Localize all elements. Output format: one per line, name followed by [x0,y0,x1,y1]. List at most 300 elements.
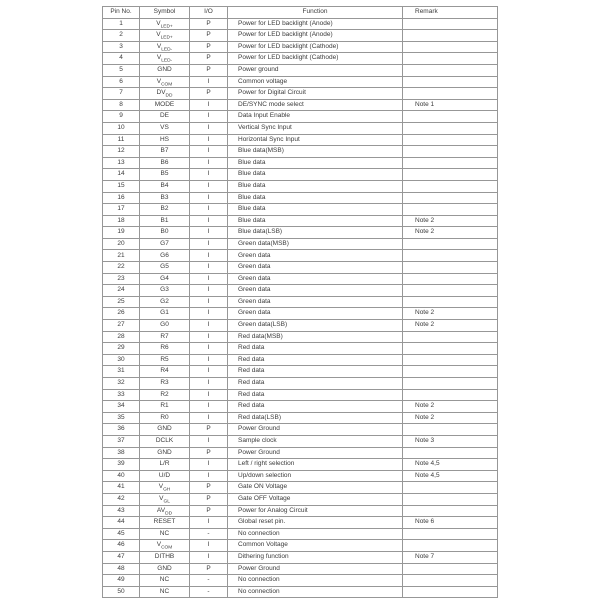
io-cell: I [190,343,228,355]
function-cell: Blue data [228,215,403,227]
symbol-cell: MODE [140,99,190,111]
table-row [103,122,498,134]
function-cell: Green data [228,308,403,320]
table-row [103,250,498,262]
io-cell: I [190,308,228,320]
io-cell: I [190,262,228,274]
pin-number-cell: 13 [103,157,140,169]
function-cell: Data Input Enable [228,111,403,123]
table-row [103,192,498,204]
pin-number-cell: 48 [103,563,140,575]
pin-number-cell: 46 [103,540,140,552]
remark-cell [403,285,498,297]
io-cell: I [190,354,228,366]
function-cell: Blue data(MSB) [228,146,403,158]
symbol-cell: NC [140,528,190,540]
io-cell: I [190,111,228,123]
symbol-cell: HS [140,134,190,146]
table-row [103,30,498,42]
io-cell: - [190,528,228,540]
symbol-cell: G2 [140,296,190,308]
symbol-cell: $V_{LED+}$ [140,30,190,42]
table-row [103,238,498,250]
io-cell: I [190,238,228,250]
table-row [103,215,498,227]
symbol-cell: B1 [140,215,190,227]
pin-number-cell: 43 [103,505,140,517]
pin-number-cell: 37 [103,435,140,447]
pin-number-cell: 12 [103,146,140,158]
pin-number-cell: 42 [103,493,140,505]
table-row [103,470,498,482]
function-cell: Dithering function [228,551,403,563]
remark-cell: Note 2 [403,227,498,239]
remark-cell: Note 4,5 [403,470,498,482]
symbol-subscript: LED- [161,47,173,53]
table-row [103,273,498,285]
table-row [103,563,498,575]
table-row [103,505,498,517]
symbol-cell: G5 [140,262,190,274]
io-cell: I [190,157,228,169]
pin-number-cell: 26 [103,308,140,320]
pin-number-cell: 32 [103,378,140,390]
table-row [103,366,498,378]
remark-cell [403,88,498,100]
function-cell: Blue data [228,204,403,216]
function-cell: Green data [228,285,403,297]
symbol-cell: $V_{LED-}$ [140,41,190,53]
table-row [103,517,498,529]
remark-cell: Note 1 [403,99,498,111]
symbol-cell: $V_{GH}$ [140,482,190,494]
io-cell: P [190,563,228,575]
function-cell: Vertical Sync Input [228,122,403,134]
function-cell: Power for Digital Circuit [228,88,403,100]
table-row [103,331,498,343]
symbol-cell: GND [140,424,190,436]
remark-cell [403,134,498,146]
table-row [103,76,498,88]
table-row [103,227,498,239]
pin-table-body [103,18,498,598]
io-cell: P [190,64,228,76]
function-cell: Blue data [228,192,403,204]
table-row [103,99,498,111]
pin-number-cell: 17 [103,204,140,216]
remark-cell [403,250,498,262]
function-cell: Left / right selection [228,459,403,471]
function-cell: Red data [228,366,403,378]
function-cell: Gate OFF Voltage [228,493,403,505]
pin-number-cell: 1 [103,18,140,30]
remark-cell [403,482,498,494]
io-cell: I [190,76,228,88]
remark-cell [403,169,498,181]
io-cell: P [190,493,228,505]
io-cell: I [190,435,228,447]
function-cell: Red data [228,401,403,413]
remark-cell: Note 3 [403,435,498,447]
function-cell: Sample clock [228,435,403,447]
remark-cell: Note 7 [403,551,498,563]
remark-cell [403,586,498,598]
table-row [103,354,498,366]
remark-cell [403,204,498,216]
symbol-cell: R5 [140,354,190,366]
remark-cell [403,343,498,355]
io-cell: I [190,366,228,378]
symbol-cell: NC [140,586,190,598]
pin-number-cell: 36 [103,424,140,436]
pin-number-cell: 27 [103,320,140,332]
pin-number-cell: 31 [103,366,140,378]
remark-cell [403,192,498,204]
remark-cell [403,18,498,30]
io-cell: I [190,215,228,227]
io-cell: I [190,169,228,181]
symbol-cell: R4 [140,366,190,378]
symbol-cell: GND [140,563,190,575]
function-cell: Gate ON Voltage [228,482,403,494]
symbol-cell: R7 [140,331,190,343]
symbol-cell: U/D [140,470,190,482]
remark-cell: Note 2 [403,215,498,227]
symbol-cell: DITHB [140,551,190,563]
symbol-cell: $V_{GL}$ [140,493,190,505]
table-row [103,18,498,30]
function-cell: Global reset pin. [228,517,403,529]
table-row [103,528,498,540]
symbol-subscript: GL [163,499,170,505]
table-row [103,540,498,552]
symbol-cell: B6 [140,157,190,169]
pin-number-cell: 3 [103,41,140,53]
io-cell: I [190,331,228,343]
function-cell: Power ground [228,64,403,76]
remark-cell [403,53,498,65]
table-row [103,435,498,447]
symbol-cell: B3 [140,192,190,204]
function-cell: Red data [228,354,403,366]
io-cell: P [190,482,228,494]
function-cell: Blue data [228,157,403,169]
symbol-cell: GND [140,64,190,76]
table-row [103,41,498,53]
table-row [103,586,498,598]
io-cell: I [190,296,228,308]
table-row [103,169,498,181]
symbol-cell: B2 [140,204,190,216]
io-cell: I [190,470,228,482]
table-row [103,296,498,308]
remark-cell [403,30,498,42]
function-cell: Green data(LSB) [228,320,403,332]
symbol-cell: L/R [140,459,190,471]
io-cell: I [190,412,228,424]
table-row [103,389,498,401]
pin-number-cell: 11 [103,134,140,146]
function-cell: Blue data [228,169,403,181]
remark-cell [403,76,498,88]
symbol-cell: G1 [140,308,190,320]
function-cell: Green data [228,250,403,262]
io-cell: P [190,505,228,517]
pin-number-cell: 41 [103,482,140,494]
function-cell: No connection [228,575,403,587]
remark-cell [403,505,498,517]
pin-number-cell: 18 [103,215,140,227]
symbol-cell: NC [140,575,190,587]
function-cell: Power for LED backlight (Anode) [228,18,403,30]
table-row [103,134,498,146]
function-cell: Green data(MSB) [228,238,403,250]
symbol-cell: $V_{COM}$ [140,540,190,552]
io-cell: P [190,30,228,42]
symbol-subscript: COM [161,81,173,87]
pin-number-cell: 33 [103,389,140,401]
pin-number-cell: 50 [103,586,140,598]
remark-cell [403,563,498,575]
remark-cell: Note 6 [403,517,498,529]
remark-cell [403,366,498,378]
table-row [103,482,498,494]
table-row [103,204,498,216]
remark-cell [403,354,498,366]
symbol-cell: $V_{COM}$ [140,76,190,88]
remark-cell [403,575,498,587]
remark-cell: Note 2 [403,320,498,332]
symbol-cell: G0 [140,320,190,332]
table-row [103,88,498,100]
function-cell: No connection [228,528,403,540]
pin-number-cell: 20 [103,238,140,250]
header-function: Function [228,7,403,19]
symbol-subscript: COM [161,545,173,551]
pin-number-cell: 21 [103,250,140,262]
symbol-subscript: LED- [161,58,173,64]
remark-cell: Note 4,5 [403,459,498,471]
table-row [103,401,498,413]
symbol-cell: R6 [140,343,190,355]
remark-cell [403,378,498,390]
table-row [103,459,498,471]
symbol-cell: R3 [140,378,190,390]
function-cell: Blue data [228,180,403,192]
pin-number-cell: 49 [103,575,140,587]
pin-number-cell: 5 [103,64,140,76]
io-cell: I [190,146,228,158]
io-cell: I [190,134,228,146]
io-cell: I [190,517,228,529]
pin-number-cell: 6 [103,76,140,88]
symbol-cell: RESET [140,517,190,529]
pin-number-cell: 7 [103,88,140,100]
pin-number-cell: 34 [103,401,140,413]
symbol-subscript: LED+ [160,35,173,41]
pin-number-cell: 9 [103,111,140,123]
symbol-cell: R0 [140,412,190,424]
remark-cell [403,273,498,285]
function-cell: Red data(LSB) [228,412,403,424]
pin-number-cell: 14 [103,169,140,181]
remark-cell [403,180,498,192]
table-row [103,180,498,192]
io-cell: P [190,447,228,459]
pin-number-cell: 4 [103,53,140,65]
symbol-cell: B0 [140,227,190,239]
symbol-cell: G7 [140,238,190,250]
pin-number-cell: 24 [103,285,140,297]
symbol-cell: B5 [140,169,190,181]
pin-number-cell: 29 [103,343,140,355]
io-cell: P [190,41,228,53]
function-cell: No connection [228,586,403,598]
symbol-subscript: DD [165,93,173,99]
table-row [103,262,498,274]
table-row [103,64,498,76]
table-header-row [103,7,498,19]
function-cell: Blue data(LSB) [228,227,403,239]
pin-number-cell: 19 [103,227,140,239]
symbol-cell: G6 [140,250,190,262]
io-cell: I [190,273,228,285]
remark-cell [403,447,498,459]
remark-cell [403,146,498,158]
table-row [103,447,498,459]
remark-cell [403,122,498,134]
function-cell: Power for LED backlight (Anode) [228,30,403,42]
table-row [103,412,498,424]
io-cell: I [190,285,228,297]
table-row [103,343,498,355]
remark-cell [403,331,498,343]
table-row [103,320,498,332]
io-cell: I [190,250,228,262]
function-cell: Horizontal Sync Input [228,134,403,146]
io-cell: P [190,18,228,30]
function-cell: Green data [228,273,403,285]
table-row [103,378,498,390]
pin-number-cell: 35 [103,412,140,424]
table-row [103,575,498,587]
function-cell: Power Ground [228,563,403,575]
pin-number-cell: 44 [103,517,140,529]
io-cell: I [190,551,228,563]
function-cell: Red data [228,389,403,401]
symbol-cell: B4 [140,180,190,192]
io-cell: I [190,389,228,401]
function-cell: Power Ground [228,447,403,459]
pin-number-cell: 23 [103,273,140,285]
remark-cell [403,528,498,540]
pin-number-cell: 28 [103,331,140,343]
table-row [103,146,498,158]
function-cell: Power for LED backlight (Cathode) [228,53,403,65]
table-row [103,493,498,505]
io-cell: - [190,586,228,598]
io-cell: I [190,459,228,471]
symbol-cell: DCLK [140,435,190,447]
pin-number-cell: 15 [103,180,140,192]
function-cell: Red data [228,378,403,390]
pin-number-cell: 30 [103,354,140,366]
table-row [103,424,498,436]
remark-cell [403,262,498,274]
pin-number-cell: 25 [103,296,140,308]
remark-cell [403,493,498,505]
table-row [103,285,498,297]
symbol-subscript: DD [165,510,173,516]
remark-cell [403,296,498,308]
pin-number-cell: 38 [103,447,140,459]
function-cell: Red data [228,343,403,355]
remark-cell: Note 2 [403,412,498,424]
symbol-cell: B7 [140,146,190,158]
table-row [103,308,498,320]
table-row [103,111,498,123]
table-row [103,157,498,169]
header-io: I/O [190,7,228,19]
io-cell: I [190,192,228,204]
symbol-cell: G3 [140,285,190,297]
io-cell: I [190,540,228,552]
remark-cell [403,540,498,552]
header-pin-no: Pin No. [103,7,140,19]
remark-cell [403,111,498,123]
io-cell: - [190,575,228,587]
symbol-cell: R2 [140,389,190,401]
io-cell: I [190,227,228,239]
function-cell: Common voltage [228,76,403,88]
function-cell: Green data [228,262,403,274]
function-cell: Power for LED backlight (Cathode) [228,41,403,53]
pin-number-cell: 47 [103,551,140,563]
symbol-subscript: GH [163,487,171,493]
pin-number-cell: 8 [103,99,140,111]
io-cell: P [190,53,228,65]
io-cell: P [190,88,228,100]
remark-cell [403,64,498,76]
pin-number-cell: 39 [103,459,140,471]
symbol-cell: G4 [140,273,190,285]
pin-number-cell: 10 [103,122,140,134]
symbol-cell: $DV_{DD}$ [140,88,190,100]
symbol-cell: $AV_{DD}$ [140,505,190,517]
function-cell: Power Ground [228,424,403,436]
io-cell: I [190,99,228,111]
io-cell: I [190,320,228,332]
io-cell: I [190,122,228,134]
header-remark: Remark [403,7,498,19]
pin-number-cell: 16 [103,192,140,204]
function-cell: Green data [228,296,403,308]
symbol-subscript: LED+ [160,23,173,29]
table-row [103,551,498,563]
function-cell: DE/SYNC mode select [228,99,403,111]
io-cell: I [190,401,228,413]
symbol-cell: GND [140,447,190,459]
symbol-cell: VS [140,122,190,134]
remark-cell: Note 2 [403,308,498,320]
remark-cell [403,238,498,250]
remark-cell [403,389,498,401]
function-cell: Power for Analog Circuit [228,505,403,517]
remark-cell: Note 2 [403,401,498,413]
function-cell: Up/down selection [228,470,403,482]
remark-cell [403,157,498,169]
io-cell: I [190,378,228,390]
